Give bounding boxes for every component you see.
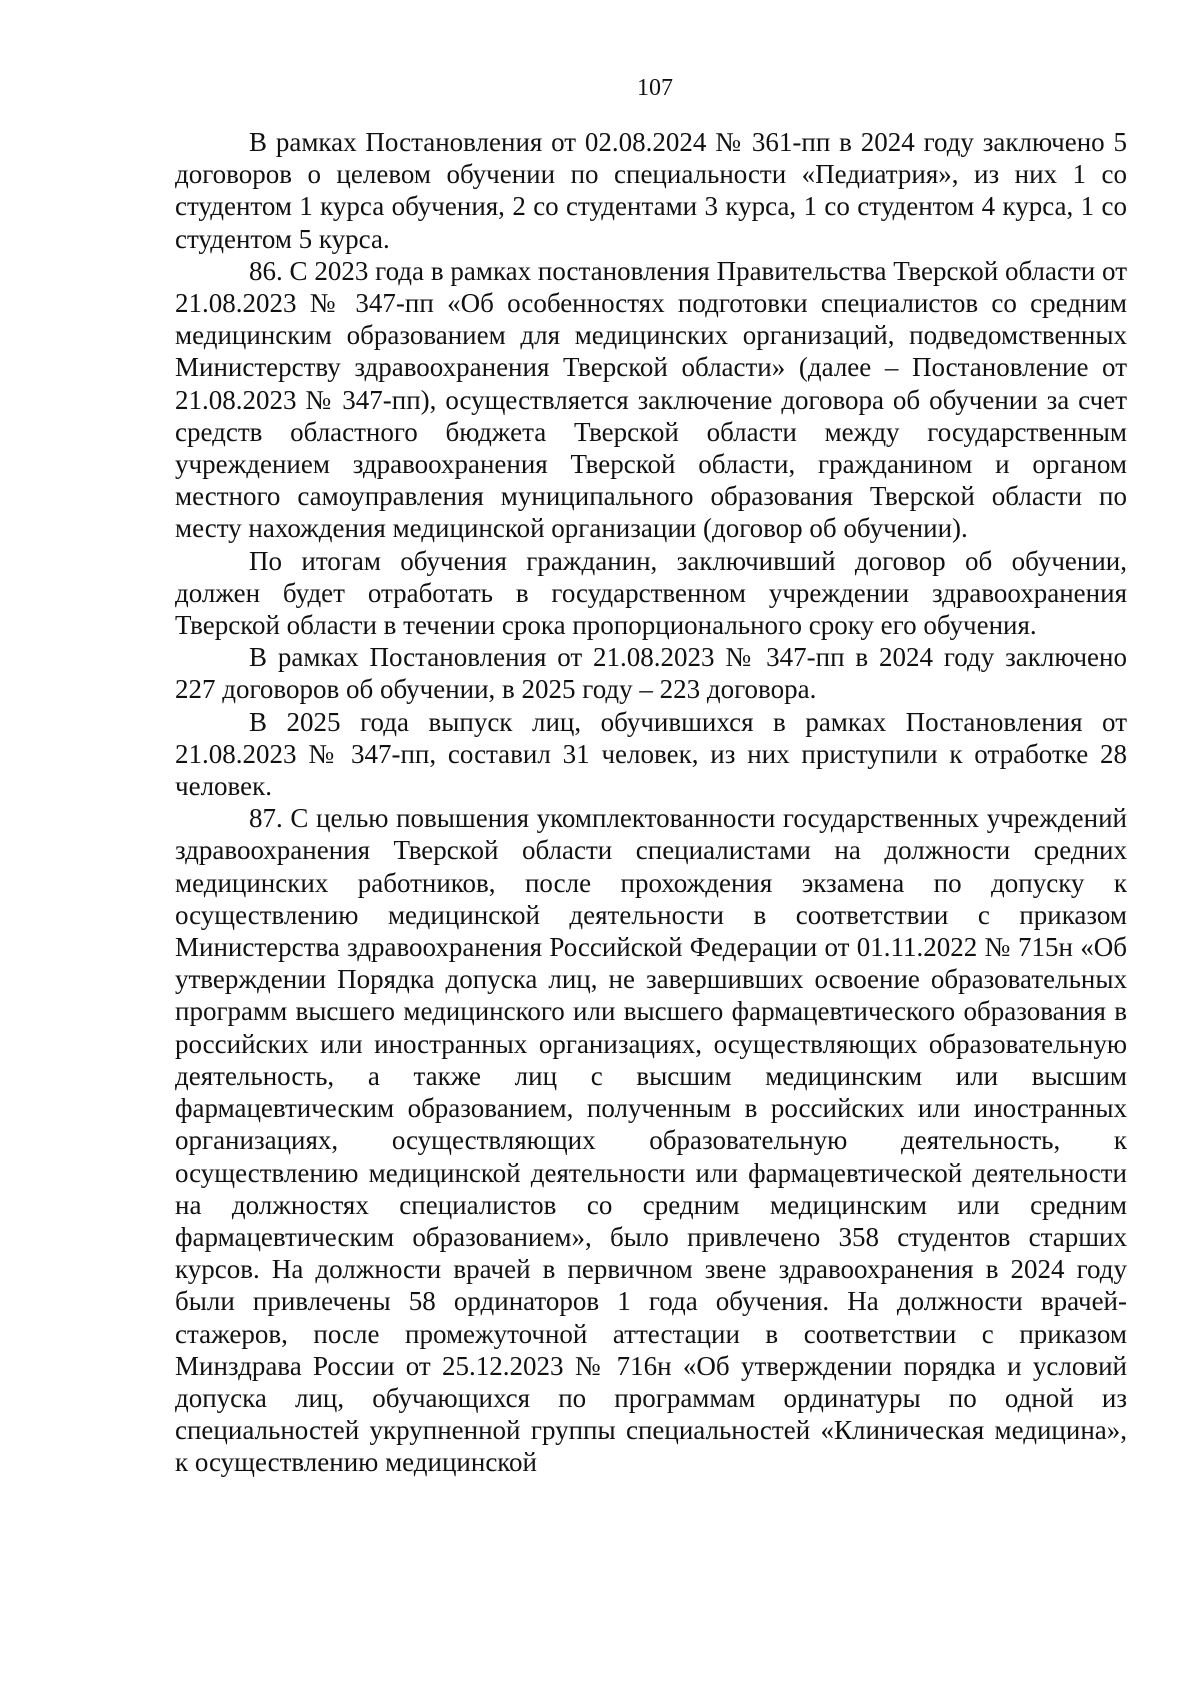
page-number: 107 xyxy=(637,75,673,101)
document-body xyxy=(175,126,1127,1479)
paragraph-work-obligation: По итогам обучения гражданин, заключивший договор об обучении, должен будет отработать в государственном учреждении здравоохранения Тверской области в течении срока пропорционального сроку его обучения. xyxy=(175,545,1127,641)
paragraph-contracts-count: В рамках Постановления от 21.08.2023 № 347-пп в 2024 году заключено 227 договоров об обучении, в 2025 году – 223 договора. xyxy=(175,642,1127,705)
paragraph-targeted-training-pediatrics: В рамках Постановления от 02.08.2024 № 361-пп в 2024 году заключено 5 договоров о целевом обучении по специальности «Педиатрия», из них 1 со студентом 1 курса обучения, 2 со студентами 3 курса, 1 со студентом 4 курса, 1 со студентом 5 курса. xyxy=(175,127,1127,254)
paragraph-87-staffing: 87. С целью повышения укомплектованности государственных учреждений здравоохранения Тверской области специалистами на должности средних медицинских работников, после прохождения экзамена по допуску к осуществлению медицинской деятельности в соответствии с приказом Министерства здравоохранения Российской Федерации от 01.11.2022 № 715н «Об утверждении Порядка допуска лиц, не завершивших освоение образовательных программ высшего медицинского или высшего фармацевтического образования в российских или иностранных организациях, осуществляющих образовательную деятельность, а также лиц с высшим медицинским или высшим фармацевтическим образованием, полученным в российских или иностранных организациях, осуществляющих образовательную деятельность, к осуществлению медицинской деятельности или фармацевтической деятельности на должностях специалистов со средним медицинским или средним фармацевтическим образованием», было привлечено 358 студентов старших курсов. На должности врачей в первичном звене здравоохранения в 2024 году были привлечены 58 ординаторов 1 года обучения. На должности врачей-стажеров, после промежуточной аттестации в соответствии с приказом Минздрава России от 25.12.2023 № 716н «Об утверждении порядка и условий допуска лиц, обучающихся по программам ординатуры по одной из специальностей укрупненной группы специальностей «Клиническая медицина», к осуществлению медицинской xyxy=(175,803,1127,1478)
paragraph-86-resolution-347: 86. С 2023 года в рамках постановления Правительства Тверской области от 21.08.2023 № 347-пп «Об особенностях подготовки специалистов со средним медицинским образованием для медицинских организаций, подведомственных Министерству здравоохранения Тверской области» (далее – Постановление от 21.08.2023 № 347-пп), осуществляется заключение договора об обучении за счет средств областного бюджета Тверской области между государственным учреждением здравоохранения Тверской области, гражданином и органом местного самоуправления муниципального образования Тверской области по месту нахождения медицинской организации (договор об обучении). xyxy=(175,255,1127,544)
paragraph-graduates-2025: В 2025 года выпуск лиц, обучившихся в рамках Постановления от 21.08.2023 № 347-пп, составил 31 человек, из них приступили к отработке 28 человек. xyxy=(175,706,1127,802)
